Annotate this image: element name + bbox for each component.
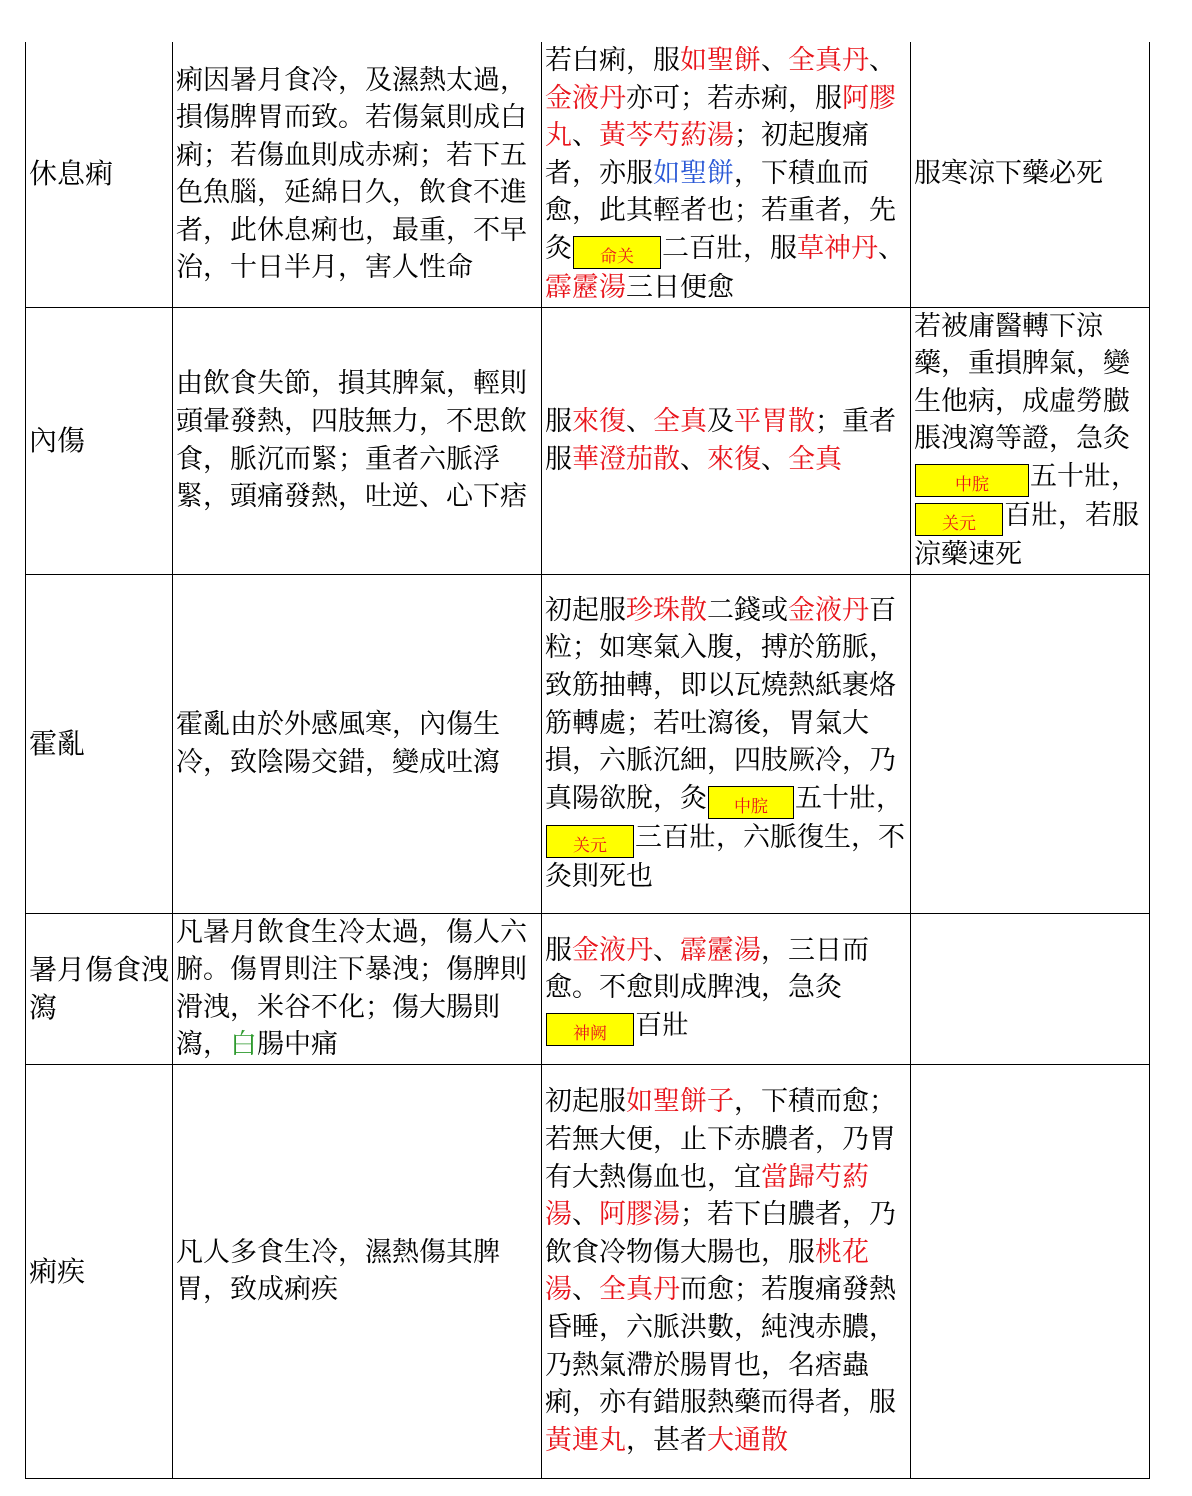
disease-name: 霍亂	[26, 574, 173, 913]
disease-name: 痢疾	[26, 1064, 173, 1478]
treatment-cell: 初起服如聖餅子，下積而愈；若無大便，止下赤膿者，乃胃有大熱傷血也，宜當歸芍葯湯、阿膠湯；若下白膿者，乃飲食冷物傷大腸也，服桃花湯、全真丹而愈；若腹痛發熱昏睡，六脈洪數，純洩赤膿，乃熱氣滯於腸胃也，名痞蟲痢，亦有錯服熱藥而得者，服黃連丸，甚者大通散	[542, 1064, 911, 1478]
treatment-cell: 服金液丹、霹靂湯，三日而愈。不愈則成脾洩，急灸神阙 百壯	[542, 913, 911, 1064]
warning-cell	[911, 913, 1150, 1064]
cause-cell: 由飲食失節，損其脾氣，輕則頭暈發熱，四肢無力，不思飲食，脈沉而緊；重者六脈浮緊，頭痛發熱，吐逆、心下痞	[173, 307, 542, 574]
remedy-name: 草神丹	[797, 232, 878, 264]
remedy-name: 霹靂湯	[545, 271, 626, 303]
acupoint-label: 中脘	[708, 786, 794, 819]
remedy-name: 當歸芍葯湯	[545, 1161, 869, 1231]
treatment-table	[25, 42, 1150, 1479]
remedy-name: 全真	[788, 443, 842, 475]
remedy-name: 黃芩芍葯湯	[599, 120, 734, 152]
remedy-name: 華澄茄散	[572, 443, 680, 475]
acupoint-label: 关元	[915, 503, 1003, 536]
remedy-name: 桃花湯	[545, 1236, 869, 1306]
remedy-name: 來復	[707, 443, 761, 475]
remedy-name: 全真丹	[788, 45, 869, 76]
remedy-name: 全真丹	[599, 1274, 680, 1306]
table-row	[26, 42, 1150, 307]
remedy-name: 珍珠散	[626, 594, 707, 626]
cause-cell: 凡暑月飲食生冷太過，傷人六腑。傷胃則注下暴洩；傷脾則滑洩，米谷不化；傷大腸則瀉，白腸中痛	[173, 913, 542, 1064]
treatment-cell: 服來復、全真及平胃散；重者服華澄茄散、來復、全真	[542, 307, 911, 574]
remedy-name: 來復	[572, 405, 626, 437]
table-row	[26, 913, 1150, 1064]
warning-cell: 若被庸醫轉下涼藥，重損脾氣，變生他病，成虛勞臌脹洩瀉等證，急灸中脘 五十壯，关元 百壯，若服涼藥速死	[911, 307, 1150, 574]
remedy-name: 阿膠丸	[545, 82, 896, 152]
remedy-name: 金液丹	[545, 82, 626, 114]
remedy-name: 如聖餅	[680, 45, 761, 76]
acupoint-label: 神阙	[546, 1013, 634, 1046]
cause-cell: 痢因暑月食冷，及濕熱太過，損傷脾胃而致。若傷氣則成白痢；若傷血則成赤痢；若下五色魚腦，延綿日久，飲食不進者，此休息痢也，最重，不早治，十日半月，害人性命	[173, 42, 542, 307]
acupoint-label: 中脘	[915, 464, 1029, 497]
warning-cell: 服寒涼下藥必死	[911, 42, 1150, 307]
table-row	[26, 574, 1150, 913]
table-row	[26, 307, 1150, 574]
cause-cell: 霍亂由於外感風寒，內傷生冷，致陰陽交錯，變成吐瀉	[173, 574, 542, 913]
acupoint-label: 关元	[546, 825, 634, 858]
cause-cell: 凡人多食生冷，濕熱傷其脾胃，致成痢疾	[173, 1064, 542, 1478]
remedy-name: 如聖餅子	[626, 1086, 734, 1118]
table-row	[26, 1064, 1150, 1478]
document-page	[25, 42, 1149, 1479]
remedy-name: 霹靂湯	[680, 934, 761, 966]
remedy-name: 平胃散	[734, 405, 815, 437]
acupoint-label: 命关	[573, 236, 661, 269]
treatment-cell: 初起服珍珠散二錢或金液丹百粒；如寒氣入腹，搏於筋脈，致筋抽轉，即以瓦燒熱紙裹烙筋轉處；若吐瀉後，胃氣大損，六脈沉細，四肢厥冷，乃真陽欲脫，灸 中脘 五十壯，关元 三百壯，六脈復生，不灸則死也	[542, 574, 911, 913]
warning-cell	[911, 574, 1150, 913]
remedy-name: 大通散	[707, 1424, 788, 1456]
disease-name: 休息痢	[26, 42, 173, 307]
warning-cell	[911, 1064, 1150, 1478]
remedy-name: 阿膠湯	[599, 1199, 680, 1231]
remedy-name: 金液丹	[788, 594, 869, 626]
remedy-name: 如聖餅	[653, 157, 734, 189]
remedy-name: 金液丹	[572, 934, 653, 966]
treatment-cell: 若白痢，服如聖餅、全真丹、金液丹亦可；若赤痢，服阿膠丸、黃芩芍葯湯；初起腹痛者，亦服如聖餅，下積血而愈，此其輕者也；若重者，先灸 命关 二百壯，服草神丹、霹靂湯三日便愈	[542, 42, 911, 307]
remedy-name: 全真	[653, 405, 707, 437]
disease-name: 內傷	[26, 307, 173, 574]
remedy-name: 黃連丸	[545, 1424, 626, 1456]
disease-name: 暑月傷食洩瀉	[26, 913, 173, 1064]
